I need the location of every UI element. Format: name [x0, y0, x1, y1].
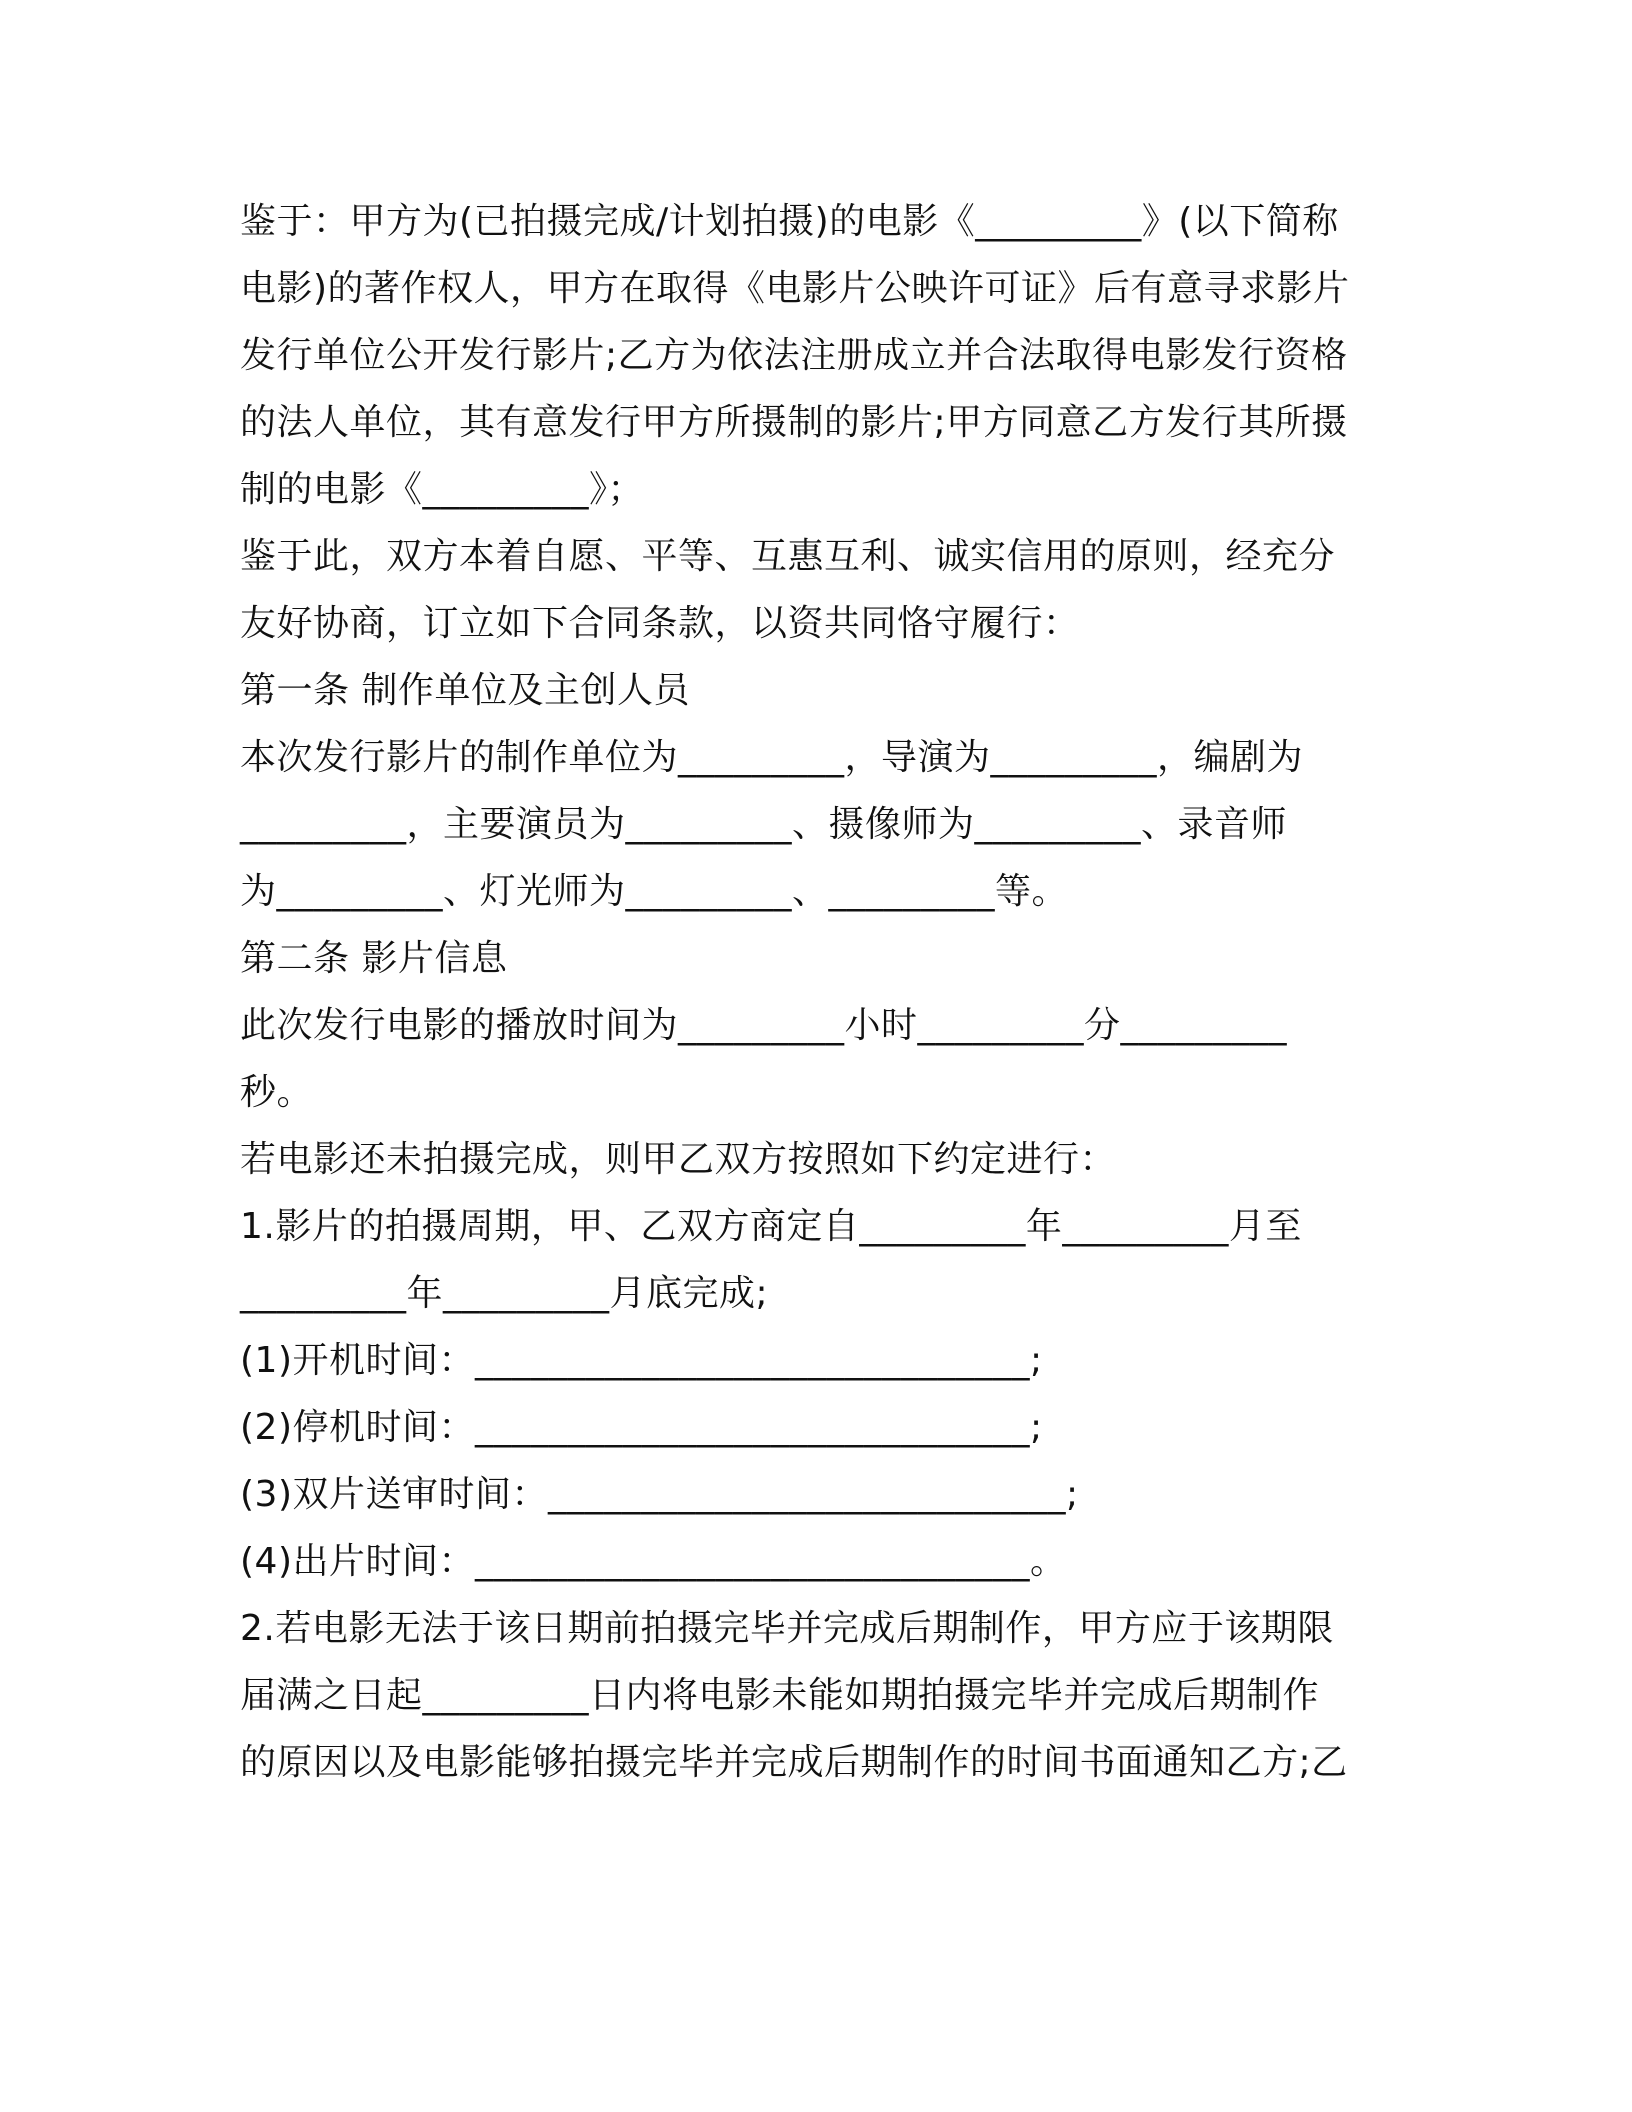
- paragraph-line: 友好协商，订立如下合同条款，以资共同恪守履行：: [240, 603, 1080, 644]
- contract-body: [240, 188, 1390, 1796]
- list-item: (1)开机时间：______________________________;: [240, 1340, 1043, 1381]
- paragraph-line: 的原因以及电影能够拍摄完毕并完成后期制作的时间书面通知乙方;乙: [240, 1742, 1348, 1783]
- paragraph-line: 秒。: [240, 1072, 314, 1113]
- paragraph-line: 电影)的著作权人，甲方在取得《电影片公映许可证》后有意寻求影片: [240, 268, 1350, 309]
- paragraph-line: 此次发行电影的播放时间为_________小时_________分_________: [240, 1005, 1288, 1046]
- paragraph-line: 发行单位公开发行影片;乙方为依法注册成立并合法取得电影发行资格: [240, 335, 1348, 376]
- paragraph-line: 本次发行影片的制作单位为_________，导演为_________，编剧为: [240, 737, 1304, 778]
- paragraph-line: 届满之日起_________日内将电影未能如期拍摄完毕并完成后期制作: [240, 1675, 1320, 1716]
- paragraph-line: 制的电影《_________》；: [240, 469, 645, 510]
- paragraph-line: 1.影片的拍摄周期，甲、乙双方商定自_________年_________月至: [240, 1206, 1302, 1247]
- paragraph-line: 鉴于：甲方为(已拍摄完成/计划拍摄)的电影《_________》(以下简称: [240, 201, 1339, 242]
- paragraph-line: 鉴于此，双方本着自愿、平等、互惠互利、诚实信用的原则，经充分: [240, 536, 1336, 577]
- paragraph-line: _________年_________月底完成;: [240, 1273, 769, 1314]
- list-item: (2)停机时间：______________________________;: [240, 1407, 1043, 1448]
- paragraph-line: _________，主要演员为_________、摄像师为_________、录音师: [240, 804, 1288, 845]
- list-item: (4)出片时间：______________________________。: [240, 1541, 1067, 1582]
- paragraph-line: 的法人单位，其有意发行甲方所摄制的影片;甲方同意乙方发行其所摄: [240, 402, 1348, 443]
- paragraph-line: 若电影还未拍摄完成，则甲乙双方按照如下约定进行：: [240, 1139, 1117, 1180]
- paragraph-line: 2.若电影无法于该日期前拍摄完毕并完成后期制作，甲方应于该期限: [240, 1608, 1334, 1649]
- paragraph-line: 为_________、灯光师为_________、_________等。: [240, 871, 1069, 912]
- list-item: (3)双片送审时间：____________________________;: [240, 1474, 1079, 1515]
- section-heading: 第一条 制作单位及主创人员: [240, 670, 690, 711]
- section-heading: 第二条 影片信息: [240, 938, 508, 979]
